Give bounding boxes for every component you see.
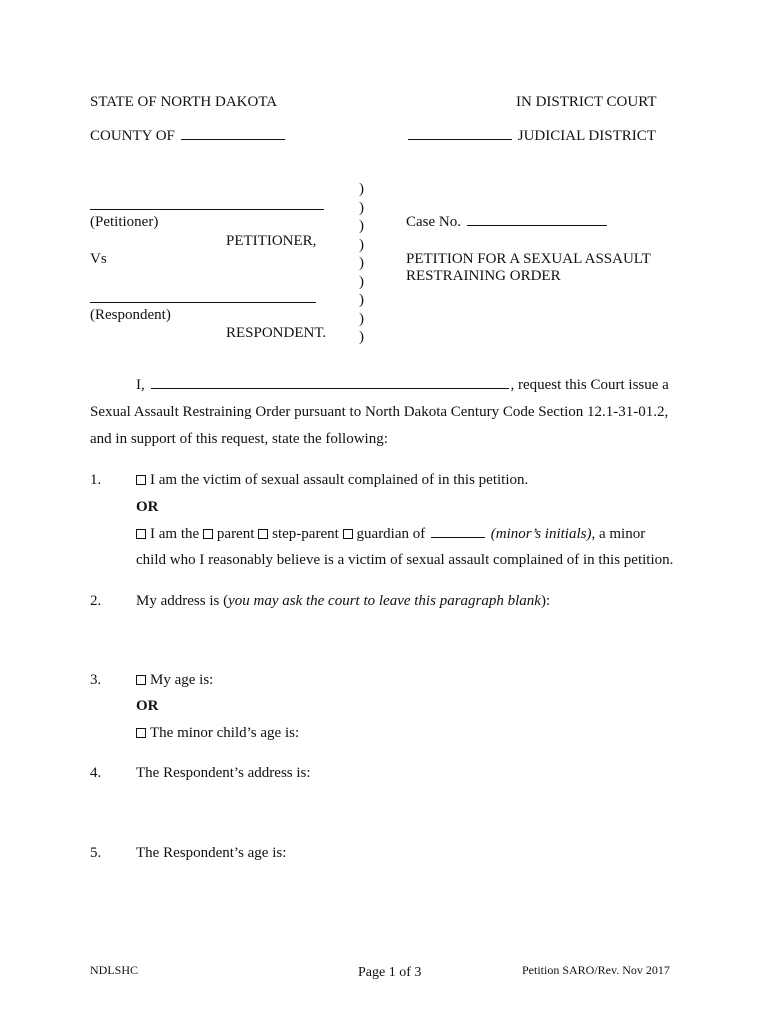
checkbox-relation[interactable] — [136, 529, 146, 539]
checkbox-victim[interactable] — [136, 475, 146, 485]
item1-number: 1. — [90, 472, 102, 488]
item3-option-b — [136, 725, 299, 742]
item2-text-suffix: ): — [540, 593, 551, 609]
case-no-row — [406, 214, 609, 231]
item2-text-prefix: My address is ( — [136, 593, 229, 609]
item2-number: 2. — [90, 593, 102, 609]
intro-request-text: , request this Court issue a — [510, 377, 669, 393]
petition-title-line1: PETITION FOR A SEXUAL ASSAULT — [406, 251, 651, 267]
item1-or: OR — [136, 499, 159, 515]
minor-initials-blank[interactable] — [431, 536, 485, 538]
paren: ) — [359, 199, 364, 216]
state-heading: STATE OF NORTH DAKOTA — [90, 94, 278, 110]
paren: ) — [359, 310, 364, 327]
footer-left: NDLSHC — [90, 963, 139, 977]
caption-paren-column — [359, 180, 364, 347]
item3-option-b-label: The minor child’s age is: — [150, 725, 300, 741]
intro-line3: and in support of this request, state the following: — [90, 431, 388, 447]
judicial-district-row — [406, 128, 656, 145]
item2-text-italic: you may ask the court to leave this paragraph blank — [228, 593, 541, 609]
county-label: COUNTY OF — [90, 128, 175, 144]
a-minor-label: , a minor — [591, 526, 646, 542]
paren: ) — [359, 236, 364, 253]
judicial-district-blank[interactable] — [408, 138, 512, 140]
respondent-label: (Respondent) — [90, 307, 171, 323]
item1-option-b-prefix: I am the — [150, 526, 200, 542]
county-blank[interactable] — [181, 138, 285, 140]
item1-option-b — [136, 526, 645, 543]
parent-label: parent — [216, 526, 255, 542]
petitioner-label: (Petitioner) — [90, 214, 159, 230]
intro-line1 — [136, 377, 669, 394]
item3-option-a — [136, 672, 213, 689]
petitioner-name-blank[interactable] — [90, 208, 324, 210]
item5-number: 5. — [90, 845, 102, 861]
paren: ) — [359, 181, 364, 197]
judicial-district-label: JUDICIAL DISTRICT — [517, 128, 656, 144]
respondent-title: RESPONDENT. — [226, 325, 327, 341]
item5-text: The Respondent’s age is: — [136, 845, 287, 861]
intro-i-label: I, — [136, 377, 145, 393]
paren: ) — [359, 329, 364, 345]
item4-text: The Respondent’s address is: — [136, 765, 311, 781]
vs-label: Vs — [90, 251, 107, 267]
item1-option-a — [136, 472, 528, 489]
case-no-label: Case No. — [406, 214, 461, 230]
item1-option-a-label: I am the victim of sexual assault complained of in this petition. — [150, 472, 529, 488]
paren: ) — [359, 218, 364, 234]
minors-initials-label: (minor’s initials) — [490, 526, 592, 542]
footer-right: Petition SARO/Rev. Nov 2017 — [522, 963, 670, 977]
step-parent-label: step-parent — [272, 526, 339, 542]
checkbox-step-parent[interactable] — [258, 529, 268, 539]
paren: ) — [359, 273, 364, 290]
item2-text — [136, 593, 550, 610]
case-no-blank[interactable] — [467, 224, 607, 226]
checkbox-guardian[interactable] — [343, 529, 353, 539]
requester-name-blank[interactable] — [151, 387, 509, 389]
court-heading: IN DISTRICT COURT — [516, 94, 657, 110]
page-number: Page 1 of 3 — [358, 965, 422, 980]
petitioner-title: PETITIONER, — [226, 233, 317, 249]
item3-number: 3. — [90, 672, 102, 688]
item3-option-a-label: My age is: — [150, 672, 214, 688]
item3-or: OR — [136, 698, 159, 714]
item1-continuation: child who I reasonably believe is a victim of sexual assault complained of in this petition. — [136, 552, 674, 568]
checkbox-minor-age[interactable] — [136, 728, 146, 738]
petition-title-line2: RESTRAINING ORDER — [406, 268, 561, 284]
paren: ) — [359, 255, 364, 271]
item4-number: 4. — [90, 765, 102, 781]
county-row — [90, 128, 287, 145]
checkbox-my-age[interactable] — [136, 675, 146, 685]
intro-line2: Sexual Assault Restraining Order pursuant to North Dakota Century Code Section 12.1-31-01.2, — [90, 404, 669, 420]
respondent-name-blank[interactable] — [90, 301, 316, 303]
checkbox-parent[interactable] — [203, 529, 213, 539]
guardian-of-label: guardian of — [356, 526, 426, 542]
paren: ) — [359, 292, 364, 308]
